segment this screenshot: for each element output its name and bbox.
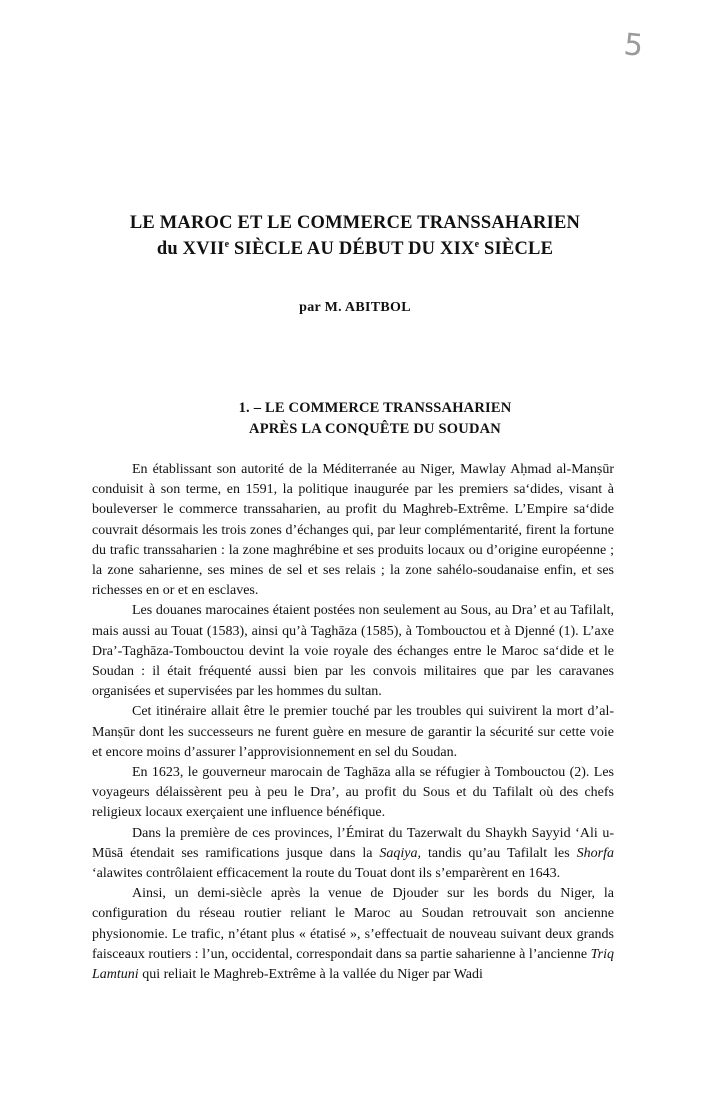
title-line-2 bbox=[0, 236, 710, 262]
title-line-2-part-1: du XVII bbox=[156, 239, 225, 259]
title-line-1: LE MAROC ET LE COMMERCE TRANSSAHARIEN bbox=[129, 213, 581, 233]
paragraph-4: En 1623, le gouverneur marocain de Taghāza alla se réfugier à Tombouctou (2). Les voyageurs délaissèrent peu à peu le Dra’, au profit du Sous et du Tafilalt où des chefs religieux locaux exerçaient une influence bénéfique. bbox=[92, 765, 614, 821]
paragraph-5-italic-saqiya: Saqiya, bbox=[379, 845, 422, 861]
paragraph-6-italic-triq-lamtuni: Triq Lamtuni bbox=[92, 946, 614, 983]
paragraph-5-text-c: ‘alawites contrôlaient efficacement la route du Touat dont ils s’emparèrent en 1643. bbox=[92, 866, 561, 882]
title-superscript-1: e bbox=[224, 238, 230, 250]
paragraph-1: En établissant son autorité de la Méditerranée au Niger, Mawlay Aḥmad al-Manṣūr conduisit à son terme, en 1591, la politique inaugurée par les premiers sa‘dides, visant à bouleverser le commerce transsaharien, au profit du Maghreb-Extrême. L’Empire sa‘dide couvrait désormais les trois zones d’échanges qui, par leur complémentarité, firent la fortune du trafic transsaharien : la zone maghrébine et ses produits locaux ou d’origine européenne ; la zone saharienne, ses mines de sel et ses relais ; la zone sahélo-soudanaise enfin, et ses richesses en or et en esclaves. bbox=[92, 462, 614, 599]
handwritten-page-number: 5 bbox=[622, 27, 645, 64]
paragraph-5-text-b: tandis qu’au Tafilalt les bbox=[421, 845, 577, 861]
article-title bbox=[0, 210, 710, 262]
title-line-2-part-3: SIÈCLE bbox=[479, 239, 554, 259]
section-heading-line-2: APRÈS LA CONQUÊTE DU SOUDAN bbox=[249, 421, 501, 437]
paragraph-5-text-a: Dans la première de ces provinces, l’Émirat du Tazerwalt du Shaykh Sayyid ‘Ali u-Mūsā étendait ses ramifications jusque dans la bbox=[92, 825, 614, 861]
paragraph-6-text-a: Ainsi, un demi-siècle après la venue de Djouder sur les bords du Niger, la configuration du réseau routier reliant le Maroc au Soudan retrouvait son ancienne physionomie. Le trafic, n’étant plus « étatisé », s’effectuait de nouveau suivant deux grands faisceaux routiers : l’un, occidental, correspondait dans sa partie saharienne à l’ancienne bbox=[92, 886, 614, 962]
paragraph-6-text-b: qui reliait le Maghreb-Extrême à la vallée du Niger par Wadi bbox=[138, 967, 483, 983]
article-body bbox=[92, 460, 614, 985]
section-heading-line-1: 1. – LE COMMERCE TRANSSAHARIEN bbox=[238, 400, 512, 416]
paragraph-6 bbox=[92, 884, 614, 985]
paragraph-5 bbox=[92, 824, 614, 885]
section-heading bbox=[0, 398, 640, 440]
author-byline: par M. ABITBOL bbox=[299, 300, 411, 315]
title-line-2-part-2: SIÈCLE AU DÉBUT DU XIX bbox=[229, 239, 475, 259]
title-superscript-2: e bbox=[474, 238, 480, 250]
paragraph-5-italic-shorfa: Shorfa bbox=[576, 845, 614, 861]
paragraph-2: Les douanes marocaines étaient postées non seulement au Sous, au Dra’ et au Tafilalt, mais aussi au Touat (1583), ainsi qu’à Taghāza (1585), à Tombouctou et à Djenné (1). L’axe Dra’-Taghāza-Tombouctou devint la voie royale des échanges entre le Maroc sa‘dide et le Soudan : il était fréquenté aussi bien par les convois militaires que par les caravanes organisées et supervisées par les hommes du sultan. bbox=[92, 603, 614, 700]
paragraph-3: Cet itinéraire allait être le premier touché par les troubles qui suivirent la mort d’al-Manṣūr dont les successeurs ne furent guère en mesure de garantir la sécurité sur cette voie et encore moins d’assurer l’approvisionnement en sel du Soudan. bbox=[92, 704, 614, 760]
